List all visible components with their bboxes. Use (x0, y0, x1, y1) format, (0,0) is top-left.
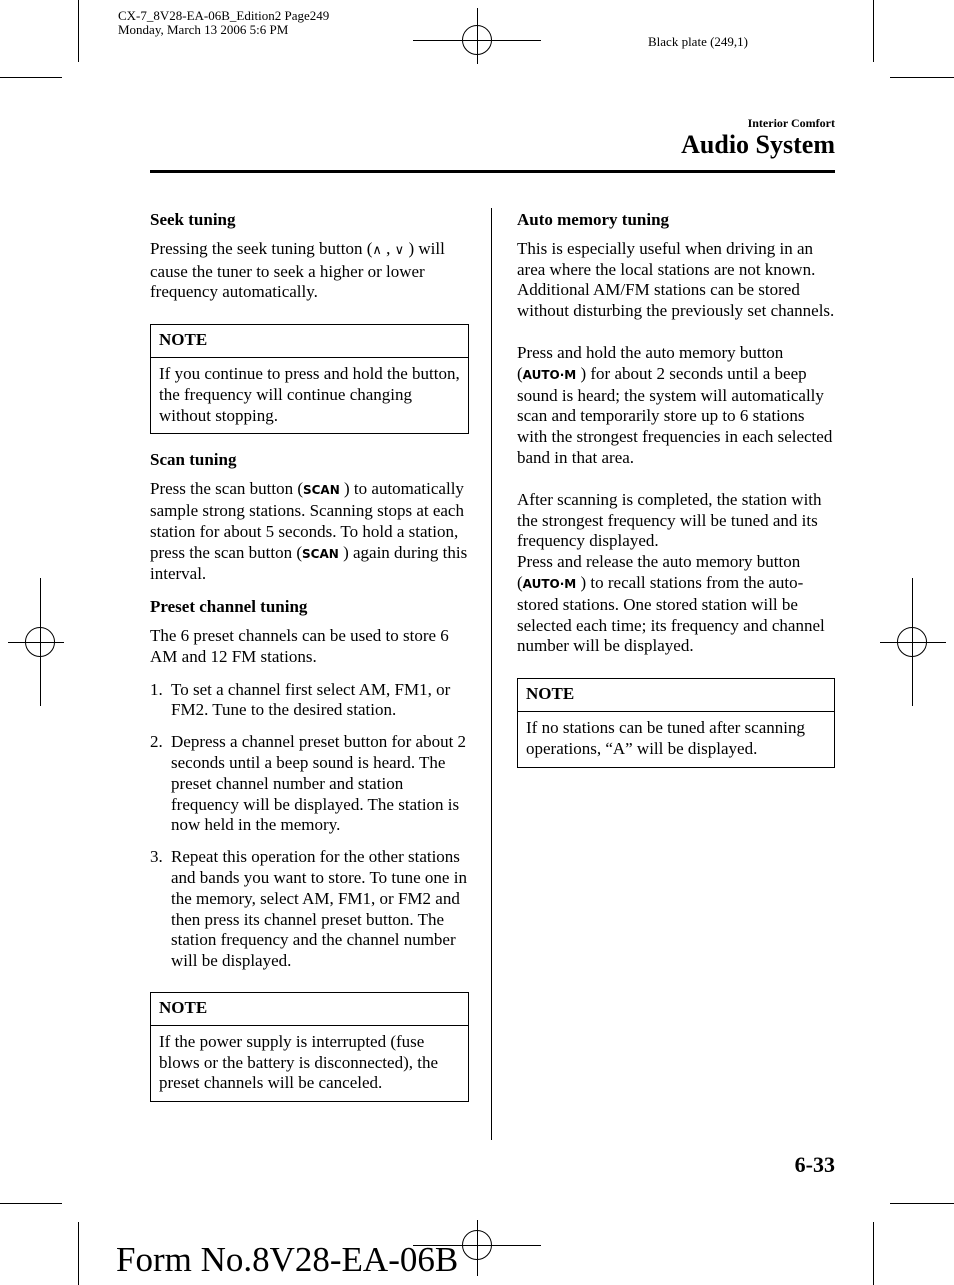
note-body: If no stations can be tuned after scanning operations, “A” will be displayed. (526, 717, 805, 758)
title-rule (150, 170, 835, 173)
right-column (517, 210, 835, 784)
note-title: NOTE (151, 993, 468, 1026)
auto-memory-heading: Auto memory tuning (517, 210, 670, 229)
print-file-line: CX-7_8V28-EA-06B_Edition2 Page249 (118, 8, 330, 23)
scan-button-icon: SCAN (302, 483, 340, 498)
note-box-hold (150, 324, 469, 434)
print-date-line: Monday, March 13 2006 5:6 PM (118, 22, 289, 37)
scan-paragraph: Press the scan button (SCAN ) to automatically sample strong stations. Scanning stops at each station for about 5 seconds. To hold a station, press the scan button (SCAN ) again during this interval. (150, 479, 468, 584)
preset-steps (150, 680, 469, 972)
scan-heading: Scan tuning (150, 450, 237, 470)
note-box-power (150, 992, 469, 1102)
preset-heading: Preset channel tuning (150, 597, 308, 617)
seek-heading: Seek tuning (150, 210, 236, 229)
preset-intro: The 6 preset channels can be used to store 6 AM and 12 FM stations. (150, 625, 449, 666)
column-divider (491, 208, 492, 1140)
form-number: Form No.8V28-EA-06B (116, 1240, 459, 1279)
print-plate: Black plate (249,1) (648, 34, 748, 49)
note-body: If the power supply is interrupted (fuse blows or the battery is disconnected), the preset channels will be canceled. (159, 1031, 439, 1093)
auto-memory-hold: Press and hold the auto memory button (AUTO·M ) for about 2 seconds until a beep sound is heard; the system will automatically scan and temporarily store up to 6 stations with the strongest frequencies in each selected band in that area. (517, 342, 833, 467)
scan-button-icon: SCAN (302, 546, 339, 561)
list-item: 3. Repeat this operation for the other stations and bands you want to store. To tune one in the memory, select AM, FM1, or FM2 and then press its channel preset button. The station frequency and the channel number will be displayed. (150, 847, 467, 971)
note-title: NOTE (151, 325, 468, 358)
section-label: Interior Comfort (747, 116, 835, 130)
note-box-no-stations (517, 678, 835, 767)
auto-memory-intro: This is especially useful when driving in an area where the local stations are not known. Additional AM/FM stations can be stored without disturbing the previously set channels. (517, 238, 835, 321)
page-title: Audio System (681, 130, 835, 159)
list-item: 1. To set a channel first select AM, FM1, or FM2. Tune to the desired station. (150, 679, 451, 720)
note-title: NOTE (518, 679, 834, 712)
seek-up-icon: ∧ (372, 242, 382, 258)
seek-paragraph: Pressing the seek tuning button (∧ , ∨ ) will cause the tuner to seek a higher or lower frequency automatically. (150, 238, 445, 302)
auto-m-button-icon: AUTO·M (522, 367, 577, 382)
list-item: 2. Depress a channel preset button for about 2 seconds until a beep sound is heard. The preset channel number and station frequency will be displayed. The station is now held in the memory. (150, 732, 467, 835)
auto-memory-after: After scanning is completed, the station with the strongest frequency will be tuned and its frequency displayed. (517, 489, 822, 551)
left-column (150, 210, 469, 1118)
seek-down-icon: ∨ (394, 242, 405, 258)
auto-m-button-icon: AUTO·M (522, 576, 577, 591)
page-number: 6-33 (794, 1152, 835, 1177)
note-body: If you continue to press and hold the button, the frequency will continue changing without stopping. (159, 363, 460, 425)
auto-memory-recall: Press and release the auto memory button (AUTO·M ) to recall stations from the auto-stored stations. One stored station will be selected each time; its frequency and channel number will be displayed. (517, 552, 825, 656)
